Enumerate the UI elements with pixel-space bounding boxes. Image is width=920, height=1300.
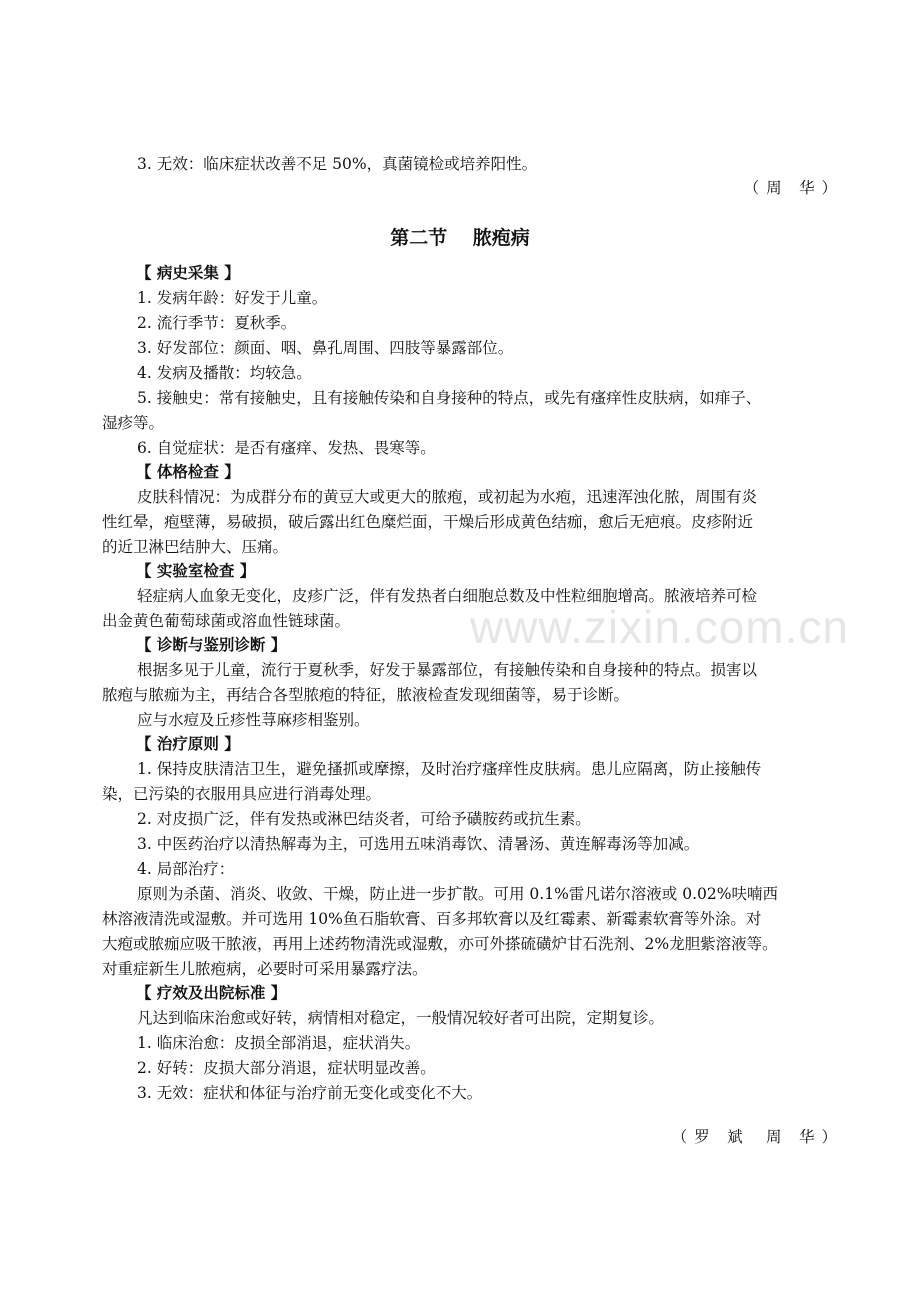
history-item: 6. 自觉症状：是否有瘙痒、发热、畏寒等。 [137,439,436,457]
local-treatment-line: 原则为杀菌、消炎、收敛、干燥，防止进一步扩散。可用 0.1%雷凡诺尔溶液或 0.02%呋喃西 [137,885,778,903]
treatment-item: 1. 保持皮肤清洁卫生，避免搔抓或摩擦，及时治疗瘙痒性皮肤病。患儿应隔离，防止接触传 [137,760,762,778]
diagnosis-paragraph-line: 应与水痘及丘疹性荨麻疹相鉴别。 [137,711,370,729]
exam-paragraph-line: 的近卫淋巴结肿大、压痛。 [102,538,289,556]
history-item: 1. 发病年龄：好发于儿童。 [137,289,328,307]
history-item: 4. 发病及播散：均较急。 [137,364,312,382]
history-item-continued: 湿疹等。 [102,414,165,432]
diagnosis-paragraph-line: 脓疱与脓痂为主，再结合各型脓疱的特征，脓液检查发现细菌等，易于诊断。 [102,686,630,704]
outcome-intro: 凡达到临床治愈或好转，病情相对稳定，一般情况较好者可出院，定期复诊。 [137,1009,665,1027]
history-item: 2. 流行季节：夏秋季。 [137,314,297,332]
section-title: 第二节 脓疱病 [390,227,530,249]
outcome-heading: 【 疗效及出院标准 】 [136,984,287,1002]
lab-paragraph-line: 出金黄色葡萄球菌或溶血性链球菌。 [102,612,351,630]
watermark: www.zixin.com.cn [470,601,849,653]
local-treatment-line: 对重症新生儿脓疱病，必要时可采用暴露疗法。 [102,960,428,978]
outcome-item: 2. 好转：皮损大部分消退，症状明显改善。 [137,1059,436,1077]
section-authors: （ 罗 斌 周 华 ） [671,1128,838,1146]
history-item: 5. 接触史：常有接触史，且有接触传染和自身接种的特点，或先有瘙痒性皮肤病，如痱子、 [137,389,762,407]
exam-paragraph-line: 皮肤科情况：为成群分布的黄豆大或更大的脓疱，或初起为水疱，迅速浑浊化脓，周围有炎 [137,488,758,506]
prev-section-last-item: 3. 无效：临床症状改善不足 50%，真菌镜检或培养阳性。 [137,155,538,173]
exam-paragraph-line: 性红晕，疱壁薄，易破损，破后露出红色糜烂面，干燥后形成黄色结痂，愈后无疤痕。皮疹附近 [102,513,754,531]
local-treatment-line: 林溶液清洗或湿敷。并可选用 10%鱼石脂软膏、百多邦软膏以及红霉素、新霉素软膏等外涂。对 [102,910,762,928]
lab-heading: 【 实验室检查 】 [136,562,256,580]
exam-heading: 【 体格检查 】 [136,463,240,481]
outcome-item: 1. 临床治愈：皮损全部消退，症状消失。 [137,1034,421,1052]
treatment-item: 4. 局部治疗： [137,860,235,878]
diagnosis-heading: 【 诊断与鉴别诊断 】 [136,636,287,654]
treatment-heading: 【 治疗原则 】 [136,735,240,753]
diagnosis-paragraph-line: 根据多见于儿童，流行于夏秋季，好发于暴露部位，有接触传染和自身接种的特点。损害以 [137,661,758,679]
treatment-item: 2. 对皮损广泛，伴有发热或淋巴结炎者，可给予磺胺药或抗生素。 [137,810,591,828]
lab-paragraph-line: 轻症病人血象无变化，皮疹广泛，伴有发热者白细胞总数及中性粒细胞增高。脓液培养可检 [137,587,758,605]
treatment-item-continued: 染，已污染的衣服用具应进行消毒处理。 [102,785,382,803]
prev-section-author: （ 周 华 ） [743,179,838,197]
history-heading: 【 病史采集 】 [136,264,240,282]
outcome-item: 3. 无效：症状和体征与治疗前无变化或变化不大。 [137,1084,483,1102]
local-treatment-line: 大疱或脓痂应吸干脓液，再用上述药物清洗或湿敷，亦可外搽硫磺炉甘石洗剂、2%龙胆紫溶液等。 [102,935,778,953]
history-item: 3. 好发部位：颜面、咽、鼻孔周围、四肢等暴露部位。 [137,339,514,357]
treatment-item: 3. 中医药治疗以清热解毒为主，可选用五味消毒饮、清暑汤、黄连解毒汤等加减。 [137,835,700,853]
